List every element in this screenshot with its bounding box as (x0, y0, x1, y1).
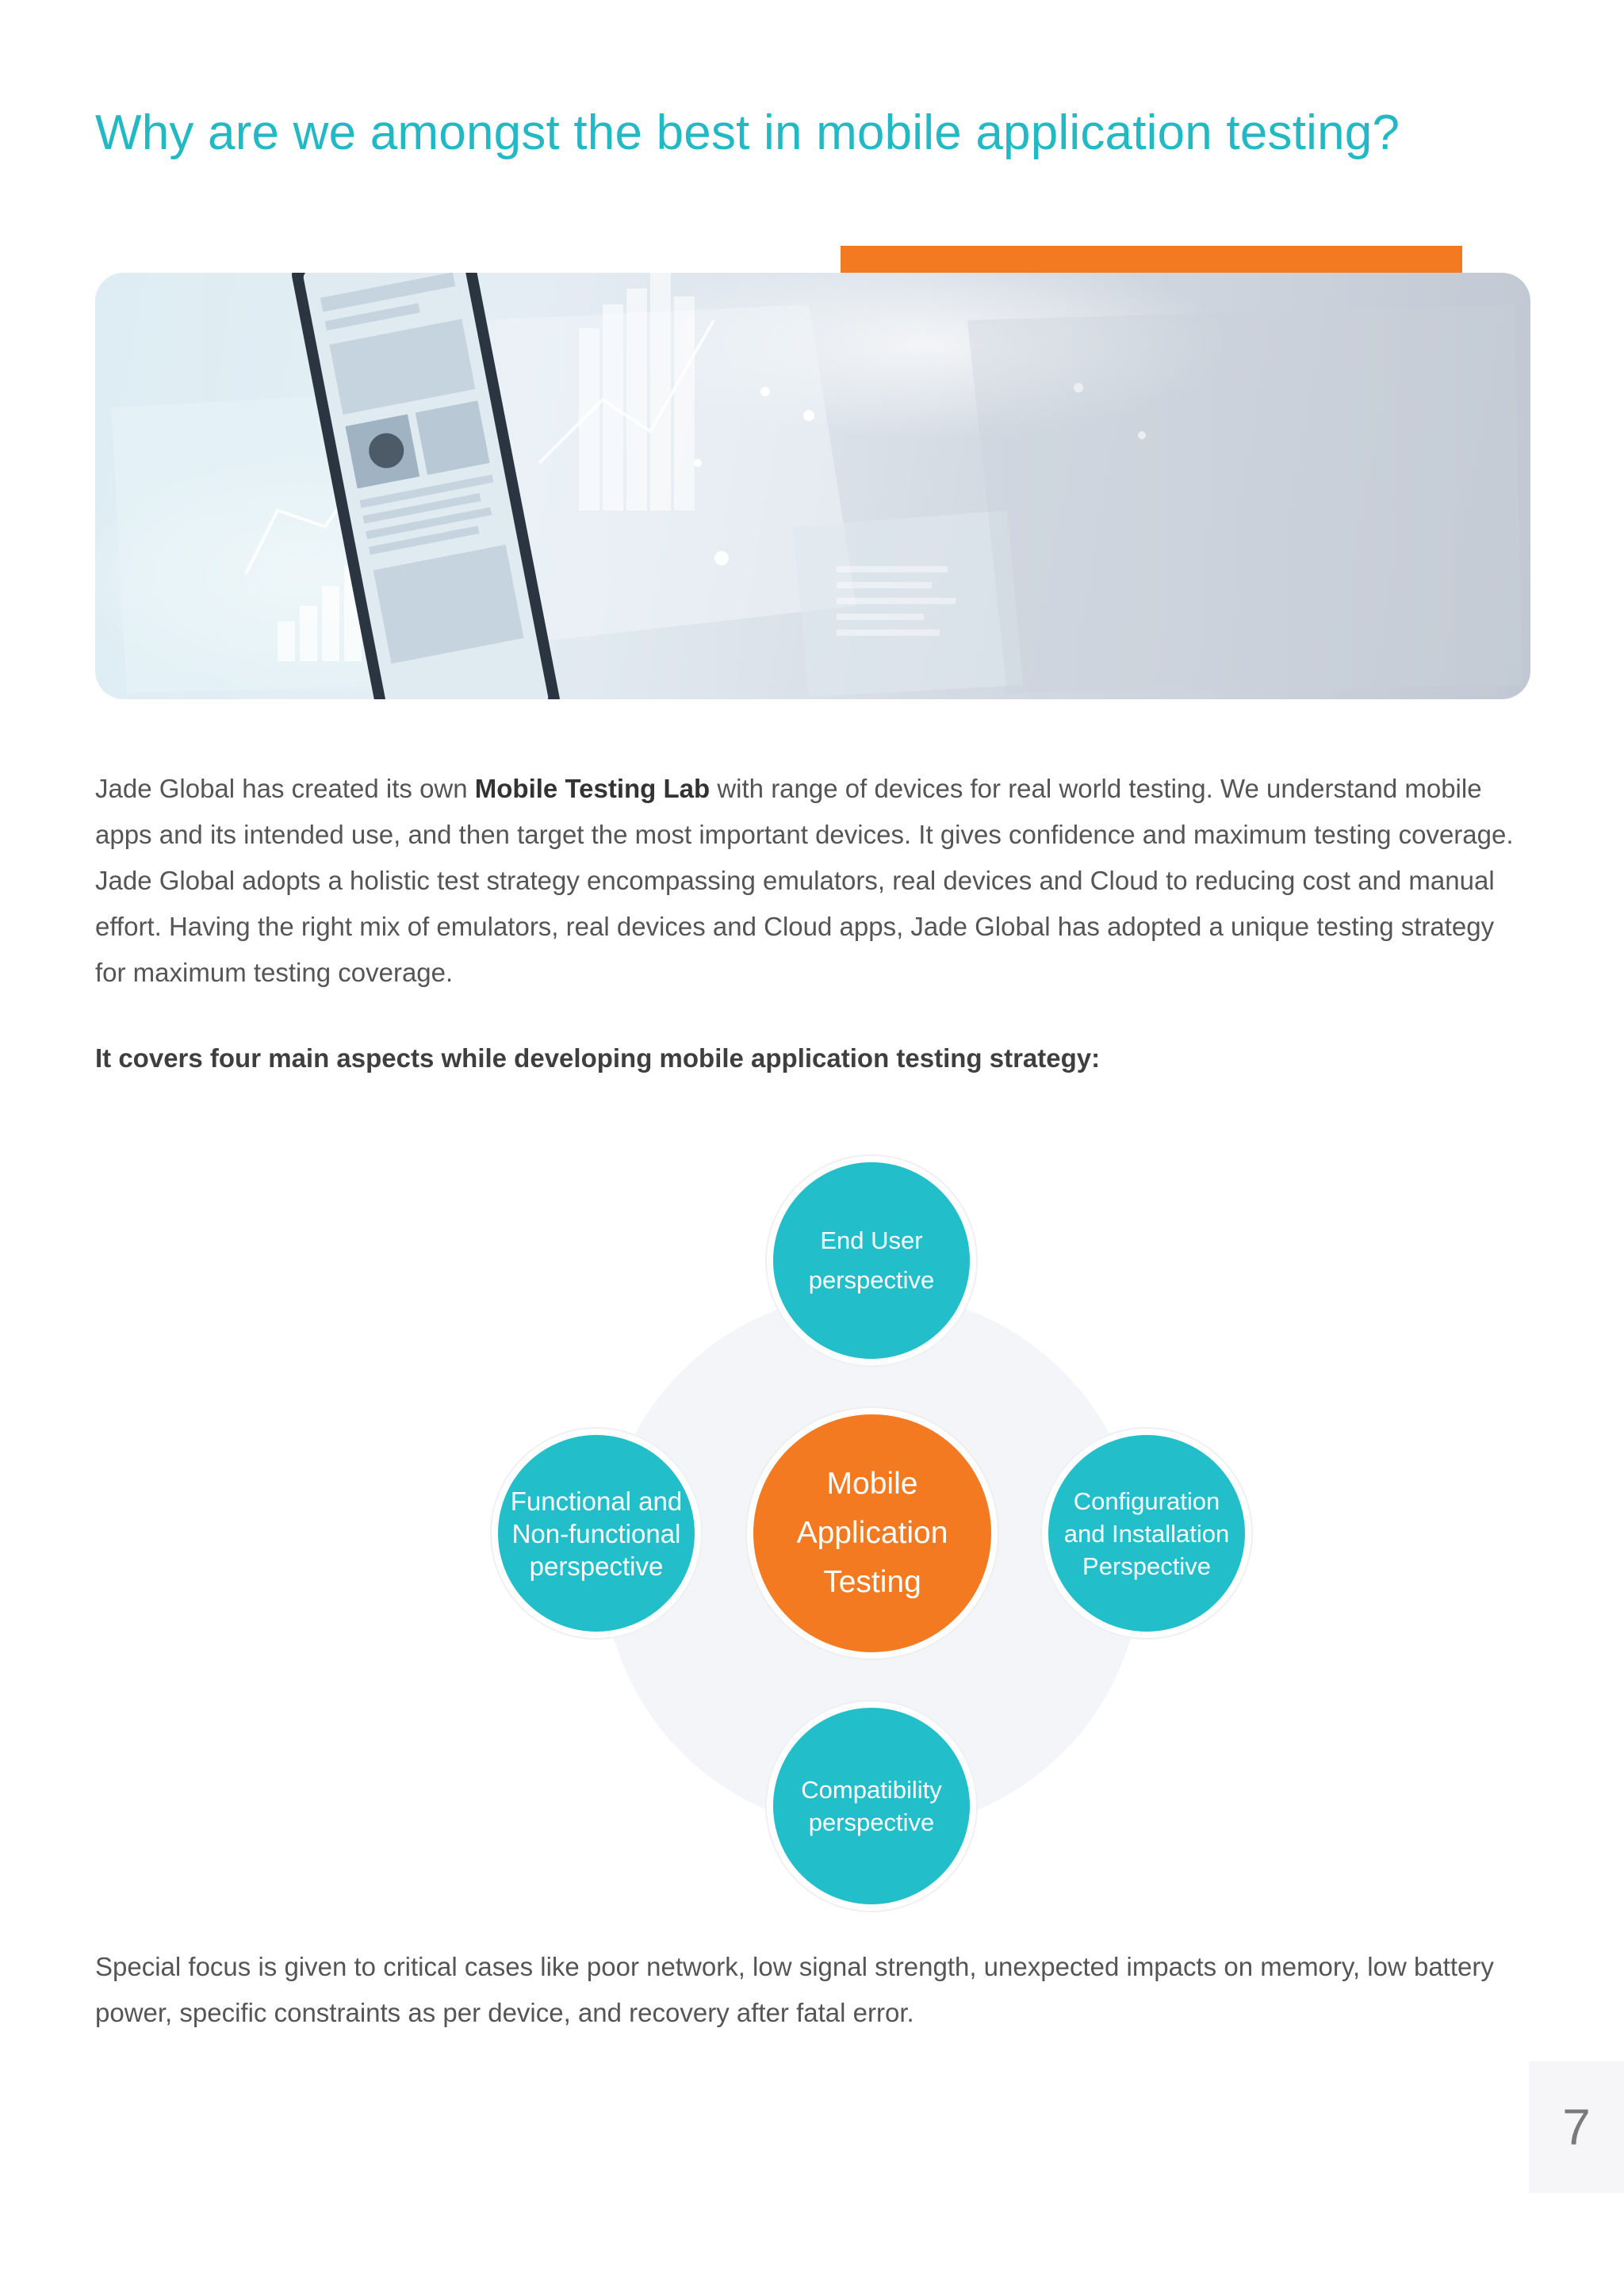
node-functional-label: Functional and Non-functional perspective (510, 1486, 683, 1581)
node-functional (492, 1429, 701, 1638)
node-compatibility-label: Compatibility perspective (801, 1776, 942, 1836)
intro-suffix: with range of devices for real world testing. We understand mobile apps and its intended use, and then target the most important devices. It gives confidence and maximum testing coverage. Jade Global adopts a holistic test strategy encompassing emulators, real devices and Cloud to reducing cost and manual effort. Having the right mix of emulators, real devices and Cloud apps, Jade Global has adopted a unique testing strategy for maximum testing coverage. (95, 774, 1514, 987)
node-configuration-label: Configuration and Installation Perspective (1063, 1487, 1230, 1580)
page-number-box (1529, 2061, 1624, 2193)
node-center-label: Mobile Application Testing (796, 1467, 948, 1599)
page-number: 7 (1562, 2099, 1591, 2156)
section-lead: It covers four main aspects while developing mobile application testing strategy: (95, 1043, 1101, 1073)
node-end-user (767, 1156, 976, 1365)
testing-aspects-diagram (476, 1142, 1269, 1927)
node-center (747, 1408, 998, 1659)
accent-bar (841, 246, 1462, 274)
node-end-user-label: End User perspective (808, 1226, 935, 1294)
intro-prefix: Jade Global has created its own (95, 774, 475, 803)
node-compatibility (767, 1701, 976, 1911)
tablet-analytics-illustration (95, 273, 1530, 699)
page-title: Why are we amongst the best in mobile application testing? (95, 105, 1400, 160)
hero-image (95, 273, 1530, 699)
closing-paragraph: Special focus is given to critical cases like poor network, low signal strength, unexpected impacts on memory, low battery power, specific constraints as per device, and recovery after fatal error. (95, 1952, 1494, 2027)
intro-paragraph (95, 766, 1522, 996)
node-configuration (1042, 1429, 1251, 1638)
intro-emphasis: Mobile Testing Lab (474, 774, 710, 803)
